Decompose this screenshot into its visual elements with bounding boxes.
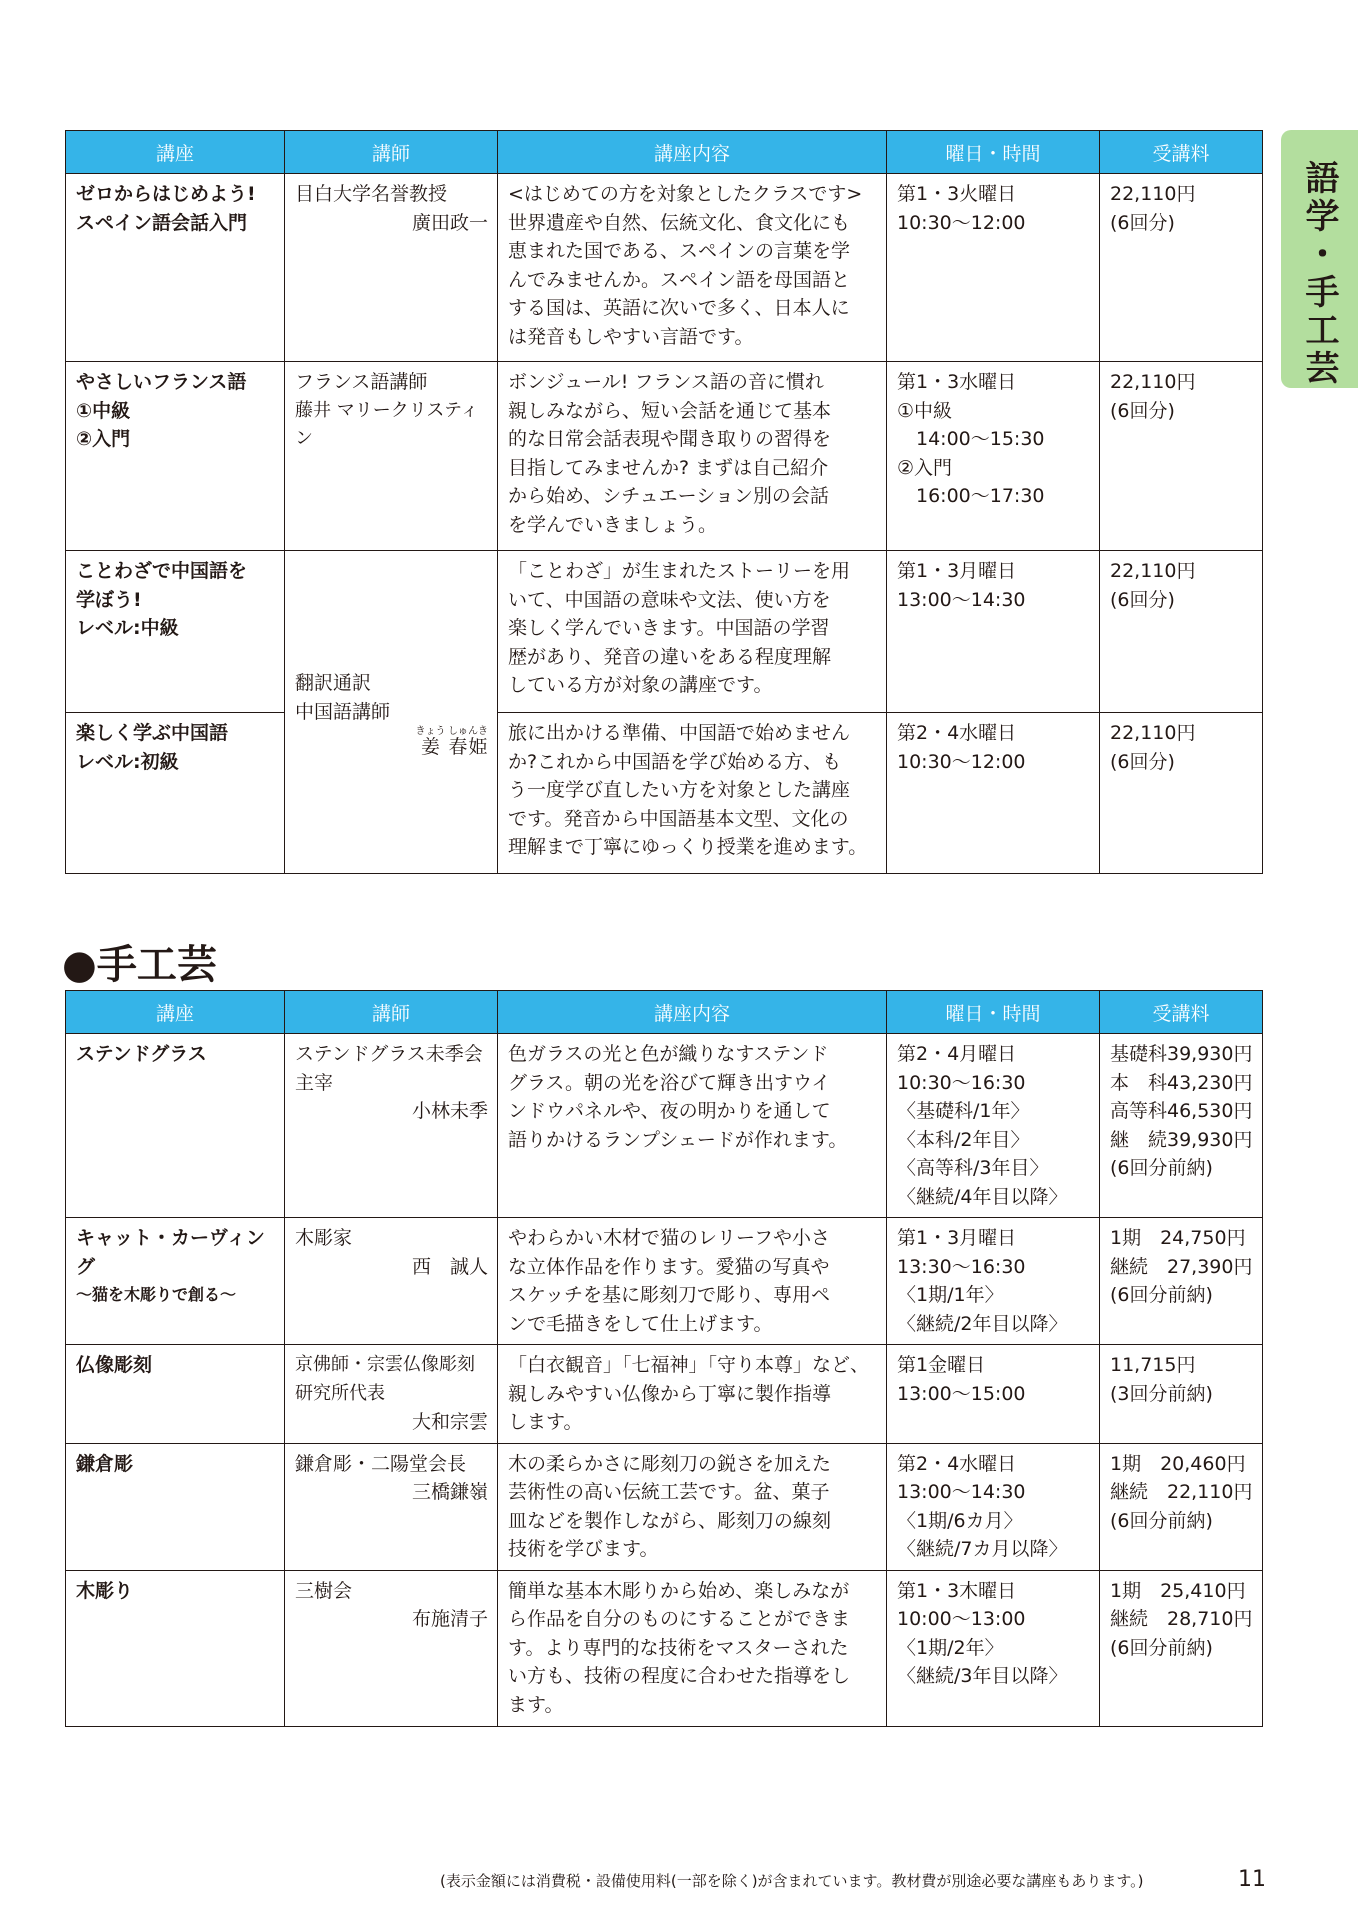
instructor-role: 翻訳通訳 — [295, 672, 372, 694]
instructor-name-family: 姜 — [415, 736, 446, 758]
table-row — [66, 1570, 1263, 1726]
course-schedule: 第1・3月曜日 13:30〜16:30 〈1期/1年〉 〈継続/2年目以降〉 — [887, 1218, 1100, 1345]
course-subtitle: 〜猫を木彫りで創る〜 — [76, 1285, 237, 1304]
instructor — [285, 1345, 498, 1444]
table-header-row — [66, 991, 1263, 1034]
instructor-role: 目白大学名誉教授 — [295, 183, 448, 205]
course-name-line: 仏像彫刻 — [76, 1354, 153, 1376]
instructor — [285, 1570, 498, 1726]
side-tab-label: 語学・手工芸 — [1299, 160, 1339, 388]
course-name — [66, 1570, 285, 1726]
course-schedule: 第2・4水曜日 10:30〜12:00 — [887, 713, 1100, 874]
instructor-role: 木彫家 — [295, 1227, 353, 1249]
course-name-line: やさしいフランス語 — [76, 371, 247, 393]
course-name — [66, 1345, 285, 1444]
instructor-name: 小林未季 — [411, 1100, 488, 1122]
header-content: 講座内容 — [498, 991, 887, 1034]
header-content: 講座内容 — [498, 131, 887, 174]
course-content: やわらかい木材で猫のレリーフや小さ な立体作品を作ります。愛猫の写真や スケッチを基に彫刻刀で彫り、専用ペ ンで毛描きをして仕上げます。 — [498, 1218, 887, 1345]
course-content: <はじめての方を対象としたクラスです> 世界遺産や自然、伝統文化、食文化にも 恵まれた国である、スペインの言葉を学 んでみませんか。スペイン語を母国語と する国は、英語に次いで多く、日本人に は発音もしやすい言語です。 — [498, 174, 887, 362]
instructor-role: 京佛師・宗雲仏像彫刻 研究所代表 — [295, 1354, 475, 1404]
course-fee: 22,110円 (6回分) — [1100, 551, 1263, 713]
header-fee: 受講料 — [1100, 991, 1263, 1034]
instructor — [285, 174, 498, 362]
course-schedule: 第1・3火曜日 10:30〜12:00 — [887, 174, 1100, 362]
instructor-name — [295, 726, 488, 762]
instructor — [285, 1443, 498, 1570]
course-fee: 11,715円 (3回分前納) — [1100, 1345, 1263, 1444]
course-content: ボンジュール! フランス語の音に慣れ 親しみながら、短い会話を通じて基本 的な日常会話表現や聞き取りの習得を 目指してみませんか? まずは自己紹介 から始め、シチュエーション別の会話 を学んでいきましょう。 — [498, 362, 887, 551]
course-schedule: 第1金曜日 13:00〜15:00 — [887, 1345, 1100, 1444]
table-row — [66, 1443, 1263, 1570]
table-row — [66, 1345, 1263, 1444]
page-number: 11 — [1238, 1867, 1266, 1892]
course-level: レベル:中級 — [76, 617, 179, 639]
course-name — [66, 1034, 285, 1218]
course-name-line: ことわざで中国語を — [76, 560, 248, 582]
instructor-name-given: 春姫 — [447, 736, 488, 758]
instructor-ruby-family: きょう — [415, 726, 446, 737]
instructor-role: フランス語講師 — [295, 371, 428, 393]
table-row — [66, 1034, 1263, 1218]
course-name-line: 木彫り — [76, 1579, 134, 1602]
section-side-tab — [1281, 130, 1358, 388]
course-name — [66, 362, 285, 551]
instructor-ruby-given: しゅんき — [447, 726, 488, 737]
instructor-role: 鎌倉彫・二陽堂会長 — [295, 1452, 467, 1475]
section-title: ●手工芸 — [62, 942, 217, 988]
course-level: ①中級 — [76, 399, 131, 422]
course-schedule: 第2・4月曜日 10:30〜16:30 〈基礎科/1年〉 〈本科/2年目〉 〈高等科/3年目〉 〈継続/4年目以降〉 — [887, 1034, 1100, 1218]
course-name — [66, 1443, 285, 1570]
course-fee: 22,110円 (6回分) — [1100, 174, 1263, 362]
instructor-name: 大和宗雲 — [411, 1411, 488, 1433]
course-fee: 1期 24,750円 継続 27,390円 (6回分前納) — [1100, 1218, 1263, 1345]
instructor-role: 三樹会 — [295, 1579, 353, 1602]
instructor — [285, 1034, 498, 1218]
course-level: レベル:初級 — [76, 750, 179, 773]
course-content: 旅に出かける準備、中国語で始めません か?これから中国語を学び始める方、も う一度学び直したい方を対象とした講座 です。発音から中国語基本文型、文化の 理解まで丁寧にゆっくり授業を進めます。 — [498, 713, 887, 874]
course-name — [66, 1218, 285, 1345]
instructor-name: 廣田政一 — [411, 211, 488, 234]
course-content: 「白衣観音」「七福神」「守り本尊」など、 親しみやすい仏像から丁寧に製作指導 します。 — [498, 1345, 887, 1444]
table-row — [66, 362, 1263, 551]
course-name-line: 楽しく学ぶ中国語 — [76, 722, 229, 744]
header-instructor: 講師 — [285, 131, 498, 174]
table-row — [66, 551, 1263, 713]
table-row — [66, 713, 1263, 874]
instructor-name: 布施清子 — [411, 1608, 488, 1630]
instructor-name: 三橋鎌嶺 — [411, 1481, 488, 1503]
course-name — [66, 174, 285, 362]
course-name-line: ゼロからはじめよう! — [76, 183, 256, 205]
footer-note: (表示金額には消費税・設備使用料(一部を除く)が含まれています。教材費が別途必要な講座もあります。) — [440, 1872, 1144, 1890]
course-fee: 22,110円 (6回分) — [1100, 362, 1263, 551]
header-fee: 受講料 — [1100, 131, 1263, 174]
header-schedule: 曜日・時間 — [887, 991, 1100, 1034]
course-name-line: 学ぼう! — [76, 588, 142, 611]
course-fee: 1期 20,460円 継続 22,110円 (6回分前納) — [1100, 1443, 1263, 1570]
course-fee: 1期 25,410円 継続 28,710円 (6回分前納) — [1100, 1570, 1263, 1726]
instructor — [285, 551, 498, 874]
course-schedule: 第2・4水曜日 13:00〜14:30 〈1期/6カ月〉 〈継続/7カ月以降〉 — [887, 1443, 1100, 1570]
crafts-course-table — [65, 990, 1263, 1727]
header-course: 講座 — [66, 991, 285, 1034]
language-course-table — [65, 130, 1263, 874]
instructor-name: 西 誠人 — [411, 1255, 488, 1278]
course-name-line: ステンドグラス — [76, 1043, 207, 1065]
course-name-line: スペイン語会話入門 — [76, 211, 248, 234]
instructor-role: ステンドグラス未季会 主宰 — [295, 1043, 483, 1094]
course-fee: 22,110円 (6回分) — [1100, 713, 1263, 874]
course-schedule: 第1・3木曜日 10:00〜13:00 〈1期/2年〉 〈継続/3年目以降〉 — [887, 1570, 1100, 1726]
course-name — [66, 713, 285, 874]
header-schedule: 曜日・時間 — [887, 131, 1100, 174]
course-content: 色ガラスの光と色が織りなすステンド グラス。朝の光を浴びて輝き出すウイ ンドウパネルや、夜の明かりを通して 語りかけるランプシェードが作れます。 — [498, 1034, 887, 1218]
course-name-line: 鎌倉彫 — [76, 1452, 134, 1475]
course-schedule: 第1・3月曜日 13:00〜14:30 — [887, 551, 1100, 713]
instructor — [285, 362, 498, 551]
instructor-role: 中国語講師 — [295, 700, 391, 723]
header-instructor: 講師 — [285, 991, 498, 1034]
table-row — [66, 1218, 1263, 1345]
course-name — [66, 551, 285, 713]
table-row — [66, 174, 1263, 362]
course-schedule: 第1・3水曜日 ①中級 14:00〜15:30 ②入門 16:00〜17:30 — [887, 362, 1100, 551]
table-header-row — [66, 131, 1263, 174]
course-content: 木の柔らかさに彫刻刀の鋭さを加えた 芸術性の高い伝統工芸です。盆、菓子 皿などを製作しながら、彫刻刀の線刻 技術を学びます。 — [498, 1443, 887, 1570]
course-fee: 基礎科39,930円 本 科43,230円 高等科46,530円 継 続39,930円 (6回分前納) — [1100, 1034, 1263, 1218]
instructor — [285, 1218, 498, 1345]
header-course: 講座 — [66, 131, 285, 174]
course-level: ②入門 — [76, 428, 131, 450]
course-content: 「ことわざ」が生まれたストーリーを用 いて、中国語の意味や文法、使い方を 楽しく学んでいきます。中国語の学習 歴があり、発音の違いをある程度理解 している方が対象の講座です。 — [498, 551, 887, 713]
course-content: 簡単な基本木彫りから始め、楽しみなが ら作品を自分のものにすることができま す。より専門的な技術をマスターされた い方も、技術の程度に合わせた指導をし ます。 — [498, 1570, 887, 1726]
course-name-line: キャット・カーヴィング — [76, 1227, 265, 1278]
instructor-name: 藤井 マリークリスティン — [295, 399, 479, 449]
